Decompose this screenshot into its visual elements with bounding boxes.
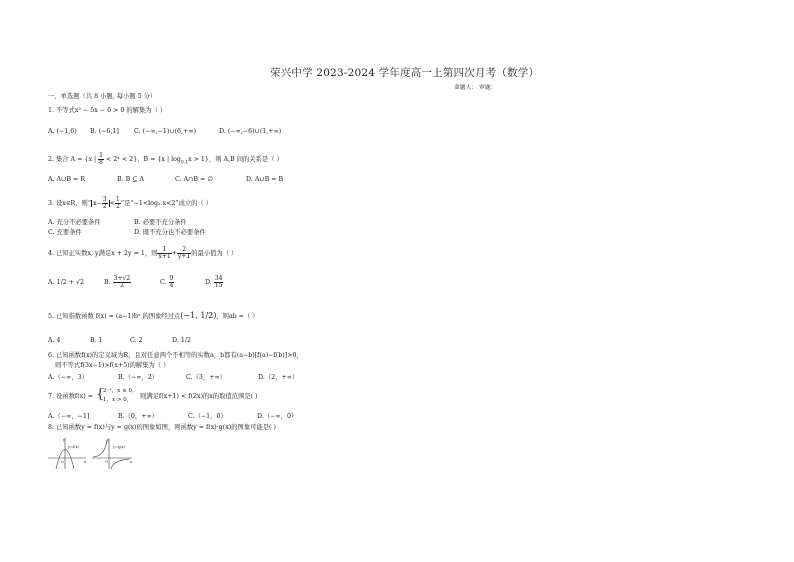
q3-option-c: C. 充要条件	[48, 229, 82, 236]
q1-stem: 1. 不等式x² − 5x − 6 > 0 的解集为（ ）	[48, 107, 167, 114]
q5-stem	[48, 312, 259, 321]
q2-frac-num: 1	[99, 152, 103, 159]
q2-frac-den: 8	[99, 159, 103, 166]
q7-option-c: C.（−1，0）	[188, 413, 227, 420]
q4-optd-den: 15	[214, 282, 223, 289]
q3-option-b: B. 必要不充分条件	[134, 219, 187, 226]
q4-option-d-frac	[214, 276, 224, 289]
q4-stem: 4. 已知正实数x, y满足x + 2y = 1，则 $\frac{1}{x+1}$ + $\frac{2}{y+1}$ 的最小值为（ ）	[48, 246, 238, 260]
q2-stem-mid: < 2ˣ < 2}，B = {x | log	[103, 156, 181, 163]
q4-frac2-num: 2	[177, 247, 191, 254]
q2-option-c: C. A∩B = ∅	[175, 176, 213, 183]
q2-stem-pre: 2. 集合 A = {x |	[48, 156, 99, 163]
graph-f-origin: O	[61, 460, 64, 464]
q3-frac-num: 3	[102, 196, 107, 203]
q1-option-b: B. (−6,1]	[90, 128, 119, 135]
q3-option-d: D. 既不充分也不必要条件	[134, 229, 206, 236]
q4-stem-post: 的最小值为（ ）	[191, 250, 238, 257]
graph-f-x-label: x	[84, 460, 86, 464]
q4-option-b-letter: B.	[104, 279, 111, 286]
q6-option-a: A.（−∞，3）	[48, 374, 88, 381]
graph-g-origin: O	[105, 460, 108, 464]
q4-frac1-num: 1	[157, 247, 171, 254]
graph-f-label: y=f(x)	[68, 445, 79, 449]
q3-frac-den: 2	[102, 203, 107, 210]
q4-frac-2	[177, 247, 191, 260]
q4-option-a	[48, 279, 84, 287]
q3-stem-pre: 3. 设x∈R，则“	[48, 200, 92, 207]
q6-stem: 6. 已知函数f(x)的定义域为R，且对任意两个不相等的实数a，b都有(a−b)[f(a)−f(b)]>0，	[48, 352, 303, 359]
q7-option-b: B.（0，+∞）	[118, 413, 159, 420]
q3-frac2-num: 1	[116, 196, 120, 203]
q8-stem: 8. 已知函数y = f(x)与y = g(x)的图象如图，则函数y = f(x)·g(x)的图象可能是( )	[48, 424, 276, 431]
q6-option-c: C.（3，+∞）	[186, 374, 227, 381]
q2-option-d: D. A∪B = B	[246, 176, 284, 183]
q4-option-c-letter: C.	[160, 279, 167, 286]
q4-option-a-letter: A.	[48, 279, 55, 286]
q2-stem	[48, 153, 283, 167]
q3-option-a: A. 充分不必要条件	[48, 219, 101, 226]
exam-authors: 命题人： 审题：	[454, 85, 497, 91]
q5-stem-pre: 5. 已知指数函数 f(x) = (a−1)bˣ 的图象经过点	[48, 313, 181, 320]
q3-fraction	[102, 197, 108, 210]
q4-stem-pre: 4. 已知正实数x, y满足x + 2y = 1，则	[48, 250, 158, 257]
q4-option-d-letter: D.	[205, 279, 212, 286]
q4-optd-num: 34	[214, 275, 223, 282]
graph-f	[46, 436, 88, 470]
graph-g-label: y=g(x)	[113, 445, 125, 449]
q5-point: (−1, 1/2)	[180, 311, 217, 320]
q2-stem-post: x > 1}，则 A,B 间的关系是（ ）	[188, 156, 283, 163]
q7-option-a: A.（−∞，−1]	[48, 413, 90, 420]
graph-g-y-label: y	[107, 438, 109, 442]
q2-log-base: 0.1	[180, 160, 189, 166]
q7-option-d: D.（−∞，0）	[257, 413, 298, 420]
graph-g-curve-left	[93, 440, 107, 457]
q3-frac2-den: 2	[116, 203, 120, 210]
q7-stem-pre: 7. 设函数f(x) =	[48, 393, 93, 400]
q4-option-c	[160, 276, 174, 289]
q5-stem-post: ，则ab =（ ）	[216, 313, 259, 320]
q5-option-b: B. 1	[90, 337, 103, 344]
q2-option-b: B. B ⊆ A	[117, 176, 145, 183]
q1-option-d: D. (−∞,−6)∪(1,+∞)	[219, 128, 282, 135]
q7-case-2: 1，x > 0,	[103, 397, 129, 403]
q3-stem: 3. 设x∈R，则“ x− $\frac{3}{2}$ < $\frac{1}{2}$ ”是“−1<log₂ x<2”成立的（ ）	[48, 196, 213, 210]
q5-option-d: D. 1/2	[172, 337, 191, 344]
q4-frac1-den: x+1	[158, 253, 171, 260]
q3-stem-post: ”是“−1<log₂ x<2”成立的（ ）	[120, 200, 213, 207]
q6-option-b: B.（−∞，2）	[118, 374, 159, 381]
q6-stem-2: 则不等式f(3x−1)>f(x+5)的解集为（ ）	[55, 362, 170, 369]
q4-option-d	[205, 276, 223, 289]
q6-option-d: D.（2，+∞）	[258, 374, 299, 381]
q4-option-c-frac	[169, 276, 175, 289]
exam-title: 荣兴中学 2023-2024 学年度高一上第四次月考（数学）	[270, 67, 540, 79]
q2-option-a: A. A∪B = R	[48, 176, 86, 183]
q4-option-a-value: 1/2 + √2	[56, 279, 85, 286]
graph-f-y-label: y	[63, 438, 65, 442]
q4-frac2-den: y+1	[178, 253, 191, 260]
graph-g	[90, 436, 134, 470]
q4-option-b-frac	[113, 276, 132, 289]
q7-brace: {	[96, 387, 105, 402]
q4-option-b	[104, 276, 131, 289]
q4-optb-den: 2	[119, 282, 124, 289]
q1-option-c: C. (−∞,−1)∪(6,+∞)	[134, 128, 197, 135]
q7-stem-post: 则满足f(x+1) < f(2x)的x的取值范围是( )	[140, 393, 258, 400]
q4-optc-den: 4	[169, 282, 174, 289]
q4-optb-num: 3+√2	[113, 275, 131, 282]
q4-optc-num: 9	[169, 275, 174, 282]
q1-option-a: A. (−1,6)	[48, 128, 77, 135]
graph-g-curve-right	[111, 459, 130, 469]
section-heading: 一、单选题（共 8 小题, 每小题 5 分）	[48, 93, 157, 100]
q5-option-c: C. 2	[130, 337, 143, 344]
q7-case-1: 2⁻ˣ，x ≤ 0,	[103, 388, 134, 394]
q4-frac-1	[157, 247, 171, 260]
graph-g-x-label: x	[130, 460, 132, 464]
q5-option-a: A. 4	[48, 337, 61, 344]
